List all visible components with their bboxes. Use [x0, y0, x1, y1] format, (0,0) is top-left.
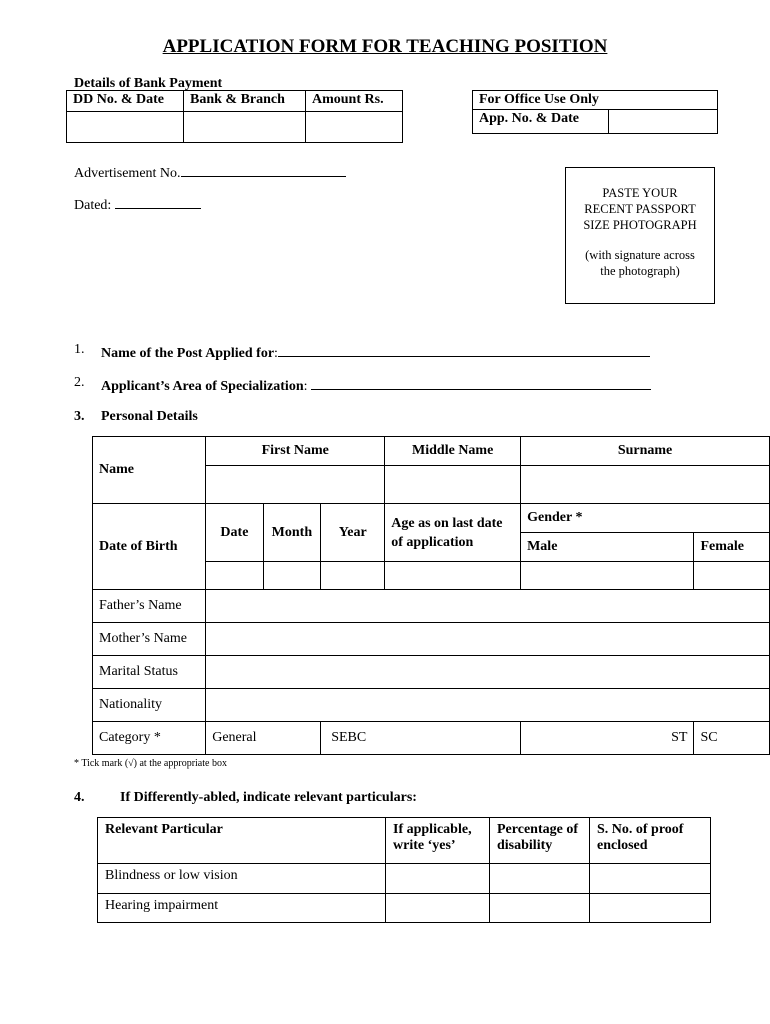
category-sc[interactable]: SC [694, 722, 770, 755]
relevant-particular-header: Relevant Particular [98, 818, 386, 864]
photo-text-4: (with signature across [585, 248, 695, 262]
dob-year-input[interactable] [321, 562, 385, 590]
surname-header: Surname [521, 437, 770, 466]
dd-no-header: DD No. & Date [67, 91, 184, 112]
dob-label: Date of Birth [93, 504, 206, 590]
specialization-input[interactable] [311, 375, 651, 390]
blindness-label: Blindness or low vision [98, 864, 386, 894]
mother-name-input[interactable] [206, 623, 770, 656]
advertisement-label: Advertisement No. [74, 166, 181, 181]
dob-date-header: Date [206, 504, 263, 562]
if-applicable-header: If applicable, write ‘yes’ [386, 818, 490, 864]
q2-colon: : [303, 379, 308, 394]
marital-status-label: Marital Status [93, 656, 206, 689]
percentage-header: Percentage of disability [490, 818, 590, 864]
gender-label: Gender * [521, 504, 770, 533]
surname-input[interactable] [521, 466, 770, 504]
hearing-applicable-input[interactable] [386, 894, 490, 923]
amount-header: Amount Rs. [306, 91, 403, 112]
dated-row [74, 194, 201, 214]
proof-sno-header: S. No. of proof enclosed [590, 818, 711, 864]
q2-row [101, 375, 651, 395]
nationality-label: Nationality [93, 689, 206, 722]
dob-month-input[interactable] [263, 562, 321, 590]
photo-text-1: PASTE YOUR [602, 186, 678, 200]
category-general[interactable]: General [206, 722, 321, 755]
middle-name-header: Middle Name [385, 437, 521, 466]
blindness-percentage-input[interactable] [490, 864, 590, 894]
personal-details-heading: Personal Details [101, 409, 198, 424]
dob-month-header: Month [263, 504, 321, 562]
q4-number: 4. [74, 790, 85, 805]
mother-name-label: Mother’s Name [93, 623, 206, 656]
q1-row [101, 342, 650, 362]
personal-details-table [92, 436, 770, 755]
q1-number: 1. [74, 342, 85, 357]
category-sebc[interactable]: SEBC [321, 722, 521, 755]
post-applied-input[interactable] [278, 342, 650, 357]
office-use-table [472, 90, 718, 134]
bank-branch-header: Bank & Branch [184, 91, 306, 112]
father-name-input[interactable] [206, 590, 770, 623]
amount-field[interactable] [306, 112, 403, 143]
app-no-field[interactable] [608, 110, 717, 134]
hearing-proof-input[interactable] [590, 894, 711, 923]
advertisement-row [74, 162, 346, 182]
q2-label: Applicant’s Area of Specialization [101, 379, 304, 394]
category-st[interactable]: ST [521, 722, 694, 755]
nationality-input[interactable] [206, 689, 770, 722]
office-use-heading: For Office Use Only [473, 91, 718, 110]
first-name-input[interactable] [206, 466, 385, 504]
app-no-label: App. No. & Date [473, 110, 609, 134]
q2-number: 2. [74, 375, 85, 390]
age-label: Age as on last date of application [385, 504, 521, 562]
q1-label: Name of the Post Applied for [101, 346, 275, 361]
category-label: Category * [93, 722, 206, 755]
form-title: APPLICATION FORM FOR TEACHING POSITION [162, 36, 608, 57]
dated-input[interactable] [115, 194, 201, 209]
bank-payment-table [66, 90, 403, 143]
dd-no-field[interactable] [67, 112, 184, 143]
bank-branch-field[interactable] [184, 112, 306, 143]
blindness-applicable-input[interactable] [386, 864, 490, 894]
tick-note: * Tick mark (√) at the appropriate box [74, 758, 227, 769]
dob-date-input[interactable] [206, 562, 263, 590]
gender-female-box[interactable] [694, 562, 770, 590]
dated-label: Dated: [74, 198, 112, 213]
dob-year-header: Year [321, 504, 385, 562]
advertisement-input[interactable] [181, 162, 346, 177]
photo-text-2: RECENT PASSPORT [584, 202, 696, 216]
name-label: Name [93, 437, 206, 504]
gender-male-box[interactable] [521, 562, 694, 590]
bank-payment-caption: Details of Bank Payment [74, 76, 223, 91]
marital-status-input[interactable] [206, 656, 770, 689]
gender-male-label: Male [521, 533, 694, 562]
gender-female-label: Female [694, 533, 770, 562]
q1-colon: : [274, 346, 278, 361]
hearing-label: Hearing impairment [98, 894, 386, 923]
middle-name-input[interactable] [385, 466, 521, 504]
hearing-percentage-input[interactable] [490, 894, 590, 923]
first-name-header: First Name [206, 437, 385, 466]
q3-number: 3. [74, 409, 85, 424]
blindness-proof-input[interactable] [590, 864, 711, 894]
photo-text-5: the photograph) [600, 264, 680, 278]
disability-table [97, 817, 711, 923]
disability-heading: If Differently-abled, indicate relevant particulars: [120, 790, 417, 805]
photo-box [565, 167, 715, 304]
photo-text-3: SIZE PHOTOGRAPH [583, 218, 697, 232]
father-name-label: Father’s Name [93, 590, 206, 623]
age-input[interactable] [385, 562, 521, 590]
